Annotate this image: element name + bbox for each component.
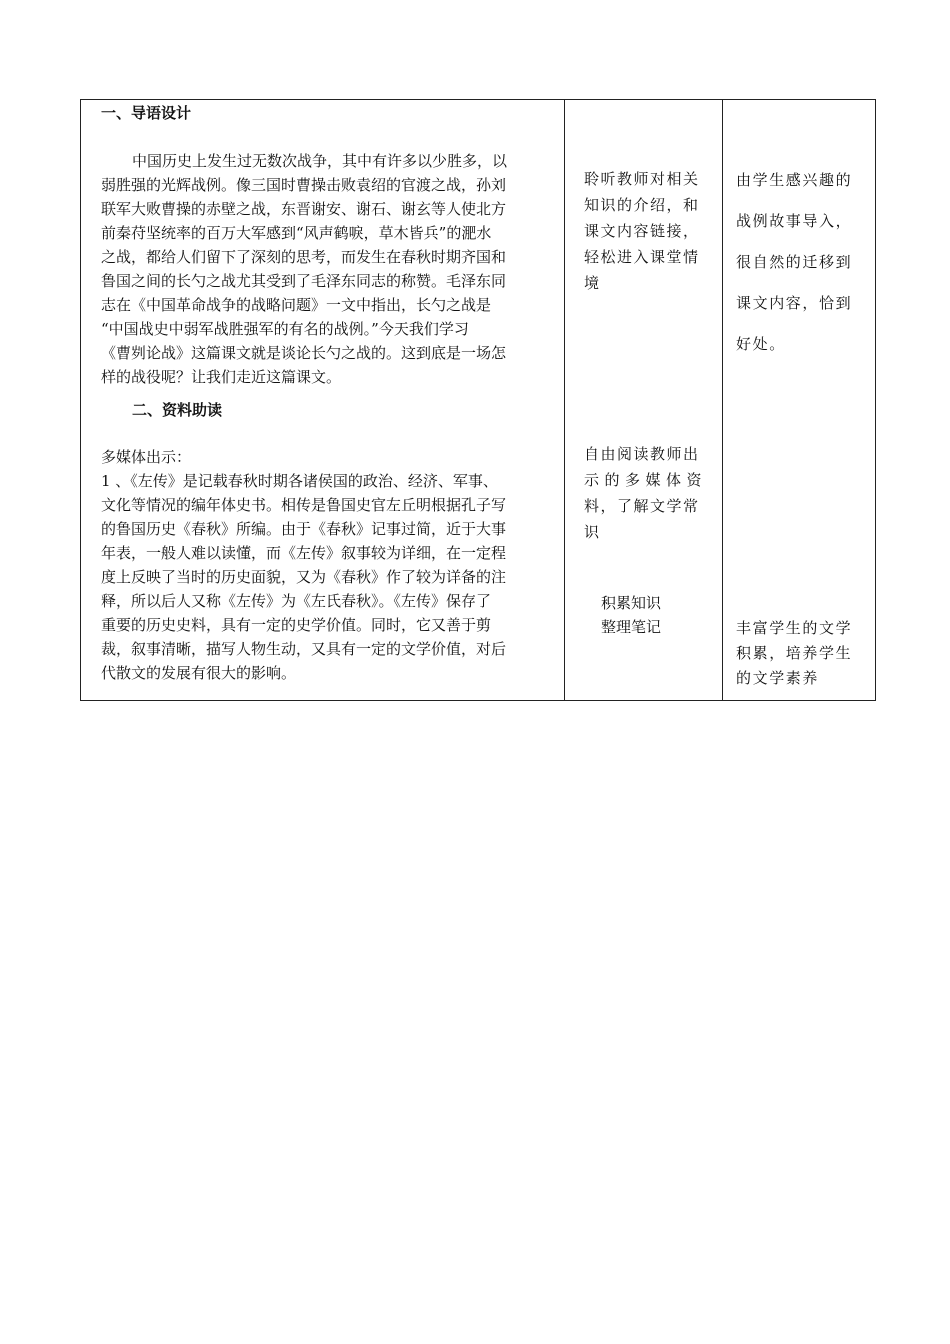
intro-line: 《曹刿论战》这篇课文就是谈论长勺之战的。这到底是一场怎: [101, 344, 507, 362]
materials-line: 代散文的发展有很大的影响。: [101, 664, 297, 682]
activity-line: 知识的介绍，和: [584, 196, 700, 214]
intent-line: 由学生感兴趣的: [736, 171, 853, 189]
materials-line: 裁，叙事清晰，描写人物生动，又具有一定的文学价值，对后: [101, 640, 507, 658]
activity-line: 课文内容链接，: [584, 222, 700, 240]
intro-line: 样的战役呢？让我们走近这篇课文。: [101, 368, 342, 386]
materials-line: 释，所以后人又称《左传》为《左氏春秋》。《左传》保存了: [101, 592, 492, 610]
activity-line: 示的多媒体资: [584, 471, 708, 489]
intro-line: 之战，都给人们留下了深刻的思考，而发生在春秋时期齐国和: [101, 248, 507, 266]
materials-line: 年表，一般人难以读懂，而《左传》叙事较为详细，在一定程: [101, 544, 507, 562]
intent-line: 好处。: [736, 335, 786, 353]
intent-line: 的文学素养: [736, 669, 820, 687]
intro-line: 志在《中国革命战争的战略问题》一文中指出，长勺之战是: [101, 296, 492, 314]
design-intent-column: [722, 100, 875, 700]
teaching-content-column: [81, 100, 565, 700]
section-heading-intro: 一、导语设计: [101, 104, 192, 122]
activity-line: 自由阅读教师出: [584, 445, 700, 463]
intro-line: 中国历史上发生过无数次战争，其中有许多以少胜多，以: [132, 152, 508, 170]
materials-line: 文化等情况的编年体史书。相传是鲁国史官左丘明根据孔子写: [101, 496, 507, 514]
intent-line: 丰富学生的文学: [736, 619, 853, 637]
section-heading-materials: 二、资料助读: [132, 401, 223, 419]
activity-line: 积累知识: [601, 594, 662, 612]
intent-line: 积累，培养学生: [736, 644, 853, 662]
intro-line: “中国战史中弱军战胜强军的有名的战例。”今天我们学习: [101, 320, 469, 338]
lesson-plan-table: [80, 99, 876, 701]
activity-line: 识: [584, 523, 601, 541]
intent-line: 战例故事导入，: [736, 212, 853, 230]
materials-line: 重要的历史史料，具有一定的史学价值。同时，它又善于剪: [101, 616, 492, 634]
intro-line: 联军大败曹操的赤壁之战，东晋谢安、谢石、谢玄等人使北方: [101, 200, 507, 218]
intro-line: 鲁国之间的长勺之战尤其受到了毛泽东同志的称赞。毛泽东同: [101, 272, 507, 290]
activity-line: 料，了解文学常: [584, 497, 700, 515]
materials-line: 的鲁国历史《春秋》所编。由于《春秋》记事过简，近于大事: [101, 520, 507, 538]
materials-line: 度上反映了当时的历史面貌，又为《春秋》作了较为详备的注: [101, 568, 507, 586]
student-activity-column: [564, 100, 723, 700]
materials-line: 1 、《左传》是记载春秋时期各诸侯国的政治、经济、军事、: [101, 472, 498, 490]
activity-line: 轻松进入课堂情: [584, 248, 700, 266]
intent-line: 很自然的迁移到: [736, 253, 853, 271]
activity-line: 境: [584, 274, 601, 292]
activity-line: 整理笔记: [601, 618, 662, 636]
intent-line: 课文内容，恰到: [736, 294, 853, 312]
intro-line: 前秦苻坚统率的百万大军感到“风声鹤唳，草木皆兵”的淝水: [101, 224, 492, 242]
multimedia-label: 多媒体出示：: [101, 448, 192, 466]
activity-line: 聆听教师对相关: [584, 170, 700, 188]
intro-line: 弱胜强的光辉战例。像三国时曹操击败袁绍的官渡之战，孙刘: [101, 176, 507, 194]
